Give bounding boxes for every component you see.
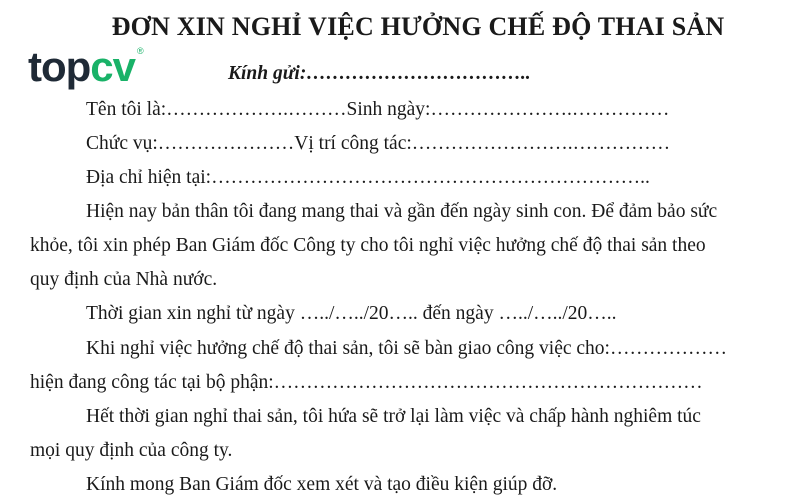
topcv-logo bbox=[28, 44, 144, 90]
body-paragraph-1-line-2: khỏe, tôi xin phép Ban Giám đốc Công ty cho tôi nghỉ việc hưởng chế độ thai sản theo bbox=[30, 235, 706, 256]
closing-line: Kính mong Ban Giám đốc xem xét và tạo điều kiện giúp đỡ. bbox=[86, 474, 558, 495]
commitment-line-1: Hết thời gian nghỉ thai sản, tôi hứa sẽ trở lại làm việc và chấp hành nghiêm túc bbox=[86, 406, 701, 427]
salutation-line: Kính gửi:…………………………….. bbox=[228, 63, 531, 84]
registered-mark: ® bbox=[137, 46, 144, 56]
position-workplace-line: Chức vụ:…………………Vị trí công tác:…………………….…………… bbox=[86, 133, 671, 154]
commitment-line-2: mọi quy định của công ty. bbox=[30, 440, 233, 461]
handover-line-2: hiện đang công tác tại bộ phận:………………………………………………………… bbox=[30, 372, 703, 393]
handover-line-1: Khi nghỉ việc hưởng chế độ thai sản, tôi sẽ bàn giao công việc cho:……………… bbox=[86, 338, 727, 359]
logo-text-cv: cv bbox=[90, 43, 136, 90]
address-line: Địa chỉ hiện tại:………………………………………………………….. bbox=[86, 167, 650, 188]
logo-text-top: top bbox=[28, 43, 91, 90]
body-paragraph-1-line-3: quy định của Nhà nước. bbox=[30, 269, 218, 290]
document-title: ĐƠN XIN NGHỈ VIỆC HƯỞNG CHẾ ĐỘ THAI SẢN bbox=[111, 12, 725, 41]
leave-period-line: Thời gian xin nghỉ từ ngày …../…../20….. đến ngày …../…../20….. bbox=[86, 303, 617, 324]
body-paragraph-1-line-1: Hiện nay bản thân tôi đang mang thai và gần đến ngày sinh con. Để đảm bảo sức bbox=[86, 201, 718, 222]
name-birthdate-line: Tên tôi là:……………….………Sinh ngày:………………….…………… bbox=[86, 99, 670, 120]
